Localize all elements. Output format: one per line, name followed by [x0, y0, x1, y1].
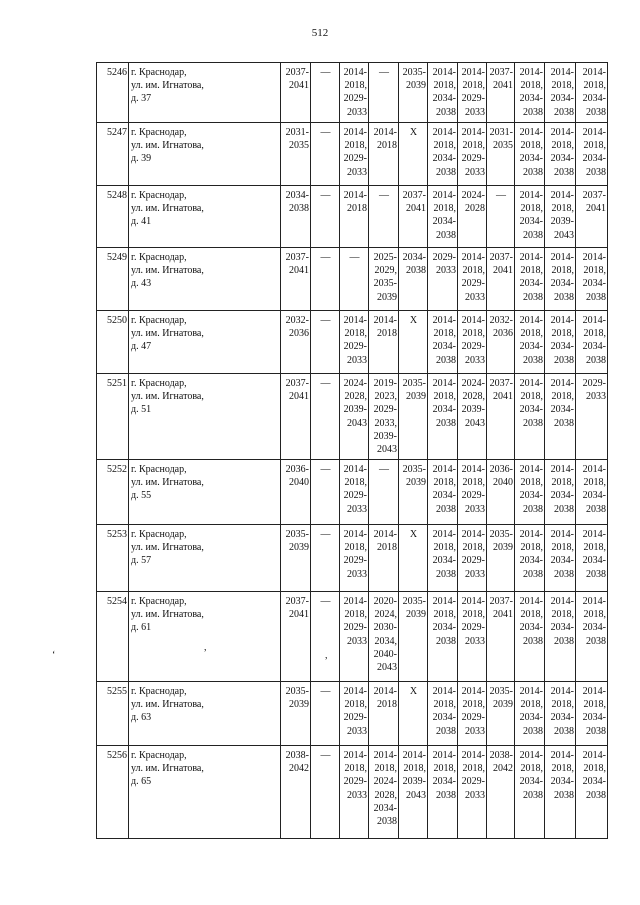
period-cell: 2014- 2018, 2034- 2038 [545, 746, 576, 839]
row-number: 5253 [97, 525, 129, 592]
table-row [97, 311, 608, 374]
period-cell: 2014- 2018, 2034- 2038 [576, 682, 608, 746]
period-cell: 2014- 2018, 2034- 2038 [428, 186, 458, 248]
address-line: ул. им. Игнатова, [131, 328, 204, 340]
period-cell: 2014- 2018, 2034- 2038 [576, 525, 608, 592]
page-number: 512 [311, 27, 329, 39]
period-cell: — [311, 374, 340, 460]
address-line: ул. им. Игнатова, [131, 763, 204, 775]
address-line: д. 61 [131, 622, 152, 634]
period-cell: 2037- 2041 [281, 592, 311, 682]
address-line: г. Краснодар, [131, 252, 187, 263]
period-cell: — [311, 746, 340, 839]
period-cell: 2014- 2018, 2034- 2038 [545, 311, 576, 374]
period-cell: 2014- 2018, 2034- 2038 [545, 460, 576, 525]
address-cell [129, 746, 281, 839]
period-cell: 2014- 2018, 2034- 2038 [428, 682, 458, 746]
period-cell: 2014- 2018, 2034- 2038 [428, 592, 458, 682]
row-number: 5254 [97, 592, 129, 682]
period-cell: 2014- 2018, 2034- 2038 [576, 63, 608, 123]
period-cell: 2014- 2018, 2029- 2033 [458, 311, 487, 374]
period-cell: 2035- 2039 [399, 592, 428, 682]
period-cell: — [311, 311, 340, 374]
period-cell: 2031- 2035 [281, 123, 311, 186]
period-cell: 2014- 2018, 2034- 2038 [576, 123, 608, 186]
address-line: г. Краснодар, [131, 315, 187, 326]
period-cell: 2014- 2018, 2034- 2038 [428, 123, 458, 186]
period-cell: — [311, 682, 340, 746]
period-cell: 2035- 2039 [281, 682, 311, 746]
period-cell: 2031- 2035 [487, 123, 515, 186]
period-cell: 2020- 2024, 2030- 2034, 2040- 2043 [369, 592, 399, 682]
period-cell: — [487, 186, 515, 248]
period-cell: 2014- 2018, 2029- 2033 [458, 248, 487, 311]
period-cell: 2014- 2018, 2034- 2038 [515, 311, 545, 374]
address-line: д. 47 [131, 341, 152, 353]
table-row [97, 374, 608, 460]
period-cell: — [311, 186, 340, 248]
table-row [97, 525, 608, 592]
period-cell: 2037- 2041 [487, 248, 515, 311]
address-line: д. 41 [131, 216, 152, 228]
period-cell: 2019- 2023, 2029- 2033, 2039- 2043 [369, 374, 399, 460]
address-cell [129, 682, 281, 746]
period-cell: 2036- 2040 [487, 460, 515, 525]
period-cell: 2037- 2041 [576, 186, 608, 248]
period-cell: 2024- 2028, 2039- 2043 [458, 374, 487, 460]
scan-mark: , [325, 650, 328, 661]
period-cell: 2037- 2041 [281, 63, 311, 123]
address-line: г. Краснодар, [131, 686, 187, 697]
address-line: г. Краснодар, [131, 378, 187, 389]
period-cell: 2014- 2018, 2029- 2033 [340, 746, 369, 839]
period-cell: 2014- 2018, 2029- 2033 [340, 311, 369, 374]
row-number: 5251 [97, 374, 129, 460]
address-line: ул. им. Игнатова, [131, 80, 204, 92]
period-cell: 2014- 2018, 2034- 2038 [515, 460, 545, 525]
address-cell [129, 123, 281, 186]
address-line: ул. им. Игнатова, [131, 477, 204, 489]
row-number: 5246 [97, 63, 129, 123]
period-cell: 2014- 2018, 2034- 2038 [545, 63, 576, 123]
row-number: 5248 [97, 186, 129, 248]
address-cell [129, 63, 281, 123]
period-cell: — [311, 123, 340, 186]
period-cell: 2037- 2041 [399, 186, 428, 248]
address-line: д. 37 [131, 93, 152, 105]
period-cell: 2014- 2018, 2034- 2038 [576, 746, 608, 839]
row-number: 5256 [97, 746, 129, 839]
period-cell: 2014- 2018, 2029- 2033 [458, 592, 487, 682]
address-line: ул. им. Игнатова, [131, 203, 204, 215]
period-cell: 2032- 2036 [281, 311, 311, 374]
period-cell: 2014- 2018, 2034- 2038 [576, 460, 608, 525]
period-cell: 2014- 2018, 2034- 2038 [576, 311, 608, 374]
address-line: г. Краснодар, [131, 464, 187, 475]
address-line: ул. им. Игнатова, [131, 265, 204, 277]
period-cell: 2014- 2018, 2034- 2038 [515, 746, 545, 839]
period-cell: 2037- 2041 [487, 63, 515, 123]
row-number: 5249 [97, 248, 129, 311]
period-cell: 2014- 2018 [369, 311, 399, 374]
period-cell: X [399, 682, 428, 746]
period-cell: — [369, 63, 399, 123]
period-cell: 2014- 2018 [340, 186, 369, 248]
period-cell: 2014- 2018, 2034- 2038 [515, 592, 545, 682]
table-row [97, 186, 608, 248]
period-cell: 2014- 2018, 2029- 2033 [458, 525, 487, 592]
period-cell: 2014- 2018, 2034- 2038 [545, 248, 576, 311]
period-cell: 2014- 2018, 2034- 2038 [545, 682, 576, 746]
period-cell: 2014- 2018, 2034- 2038 [545, 374, 576, 460]
period-cell: — [311, 63, 340, 123]
period-cell: 2014- 2018, 2039- 2043 [399, 746, 428, 839]
period-cell: — [369, 460, 399, 525]
table-row [97, 63, 608, 123]
address-line: д. 39 [131, 153, 152, 165]
period-cell: 2014- 2018, 2024- 2028, 2034- 2038 [369, 746, 399, 839]
scan-mark: ‘ [52, 650, 56, 661]
address-cell [129, 311, 281, 374]
address-line: д. 55 [131, 490, 152, 502]
address-line: ул. им. Игнатова, [131, 542, 204, 554]
address-line: д. 57 [131, 555, 152, 567]
table-row [97, 682, 608, 746]
period-cell: 2014- 2018 [369, 123, 399, 186]
table-row [97, 123, 608, 186]
period-cell: — [311, 248, 340, 311]
period-cell: 2014- 2018, 2034- 2038 [428, 311, 458, 374]
period-cell: X [399, 525, 428, 592]
address-line: г. Краснодар, [131, 190, 187, 201]
period-cell: 2032- 2036 [487, 311, 515, 374]
period-cell: 2034- 2038 [399, 248, 428, 311]
period-cell: 2014- 2018, 2034- 2038 [428, 63, 458, 123]
address-line: д. 63 [131, 712, 152, 724]
address-line: ул. им. Игнатова, [131, 699, 204, 711]
period-cell: 2035- 2039 [281, 525, 311, 592]
address-cell [129, 592, 281, 682]
period-cell: 2035- 2039 [487, 682, 515, 746]
address-line: д. 43 [131, 278, 152, 290]
period-cell: 2014- 2018, 2034- 2038 [545, 123, 576, 186]
scan-mark: , [204, 642, 207, 653]
address-cell [129, 460, 281, 525]
period-cell: 2024- 2028 [458, 186, 487, 248]
period-cell: 2014- 2018, 2034- 2038 [515, 123, 545, 186]
period-cell: 2036- 2040 [281, 460, 311, 525]
period-cell: 2025- 2029, 2035- 2039 [369, 248, 399, 311]
period-cell: 2014- 2018, 2034- 2038 [576, 592, 608, 682]
period-cell: 2014- 2018, 2034- 2038 [428, 374, 458, 460]
table-row [97, 248, 608, 311]
period-cell: 2014- 2018, 2029- 2033 [340, 682, 369, 746]
address-line: ул. им. Игнатова, [131, 391, 204, 403]
period-cell: 2014- 2018, 2029- 2033 [458, 123, 487, 186]
period-cell: — [369, 186, 399, 248]
period-cell: — [311, 460, 340, 525]
period-cell: 2014- 2018, 2034- 2038 [428, 525, 458, 592]
period-cell: 2014- 2018 [369, 525, 399, 592]
period-cell: — [340, 248, 369, 311]
period-cell: 2014- 2018, 2039- 2043 [545, 186, 576, 248]
period-cell: 2029- 2033 [576, 374, 608, 460]
period-cell: 2014- 2018, 2029- 2033 [458, 63, 487, 123]
address-line: д. 51 [131, 404, 152, 416]
address-line: г. Краснодар, [131, 750, 187, 761]
period-cell: 2024- 2028, 2039- 2043 [340, 374, 369, 460]
period-cell: 2035- 2039 [399, 460, 428, 525]
period-cell: 2014- 2018, 2034- 2038 [545, 592, 576, 682]
address-cell [129, 186, 281, 248]
period-cell: 2035- 2039 [487, 525, 515, 592]
table-row [97, 746, 608, 839]
period-cell: 2014- 2018, 2029- 2033 [340, 525, 369, 592]
period-cell: 2038- 2042 [281, 746, 311, 839]
period-cell: 2014- 2018, 2034- 2038 [545, 525, 576, 592]
table-row [97, 460, 608, 525]
period-cell: 2014- 2018 [369, 682, 399, 746]
address-cell [129, 525, 281, 592]
period-cell: 2037- 2041 [487, 592, 515, 682]
period-cell: 2034- 2038 [281, 186, 311, 248]
period-cell: 2014- 2018, 2034- 2038 [515, 525, 545, 592]
period-cell: 2014- 2018, 2034- 2038 [428, 746, 458, 839]
address-cell [129, 248, 281, 311]
period-cell: 2037- 2041 [487, 374, 515, 460]
period-cell: 2014- 2018, 2029- 2033 [458, 460, 487, 525]
period-cell: 2014- 2018, 2034- 2038 [428, 460, 458, 525]
period-cell: 2038- 2042 [487, 746, 515, 839]
address-line: д. 65 [131, 776, 152, 788]
address-line: г. Краснодар, [131, 127, 187, 138]
address-line: ул. им. Игнатова, [131, 140, 204, 152]
period-cell: 2014- 2018, 2034- 2038 [576, 248, 608, 311]
period-cell: 2014- 2018, 2034- 2038 [515, 186, 545, 248]
period-cell: X [399, 123, 428, 186]
period-cell: 2014- 2018, 2029- 2033 [340, 592, 369, 682]
period-cell: 2014- 2018, 2034- 2038 [515, 248, 545, 311]
period-cell: — [311, 525, 340, 592]
period-cell: 2014- 2018, 2029- 2033 [340, 123, 369, 186]
period-cell: 2014- 2018, 2034- 2038 [515, 63, 545, 123]
period-cell: 2014- 2018, 2029- 2033 [340, 63, 369, 123]
table-row [97, 592, 608, 682]
period-cell: 2037- 2041 [281, 374, 311, 460]
schedule-table [96, 62, 608, 839]
period-cell: 2014- 2018, 2029- 2033 [458, 746, 487, 839]
period-cell: 2014- 2018, 2034- 2038 [515, 374, 545, 460]
row-number: 5250 [97, 311, 129, 374]
period-cell: 2035- 2039 [399, 374, 428, 460]
period-cell: 2014- 2018, 2029- 2033 [458, 682, 487, 746]
row-number: 5247 [97, 123, 129, 186]
period-cell: X [399, 311, 428, 374]
period-cell: 2014- 2018, 2029- 2033 [340, 460, 369, 525]
address-line: г. Краснодар, [131, 529, 187, 540]
period-cell: 2035- 2039 [399, 63, 428, 123]
address-line: ул. им. Игнатова, [131, 609, 204, 621]
address-line: г. Краснодар, [131, 67, 187, 78]
row-number: 5255 [97, 682, 129, 746]
period-cell: 2014- 2018, 2034- 2038 [515, 682, 545, 746]
period-cell: 2037- 2041 [281, 248, 311, 311]
period-cell: — [311, 592, 340, 682]
address-line: г. Краснодар, [131, 596, 187, 607]
period-cell: 2029- 2033 [428, 248, 458, 311]
row-number: 5252 [97, 460, 129, 525]
address-cell [129, 374, 281, 460]
